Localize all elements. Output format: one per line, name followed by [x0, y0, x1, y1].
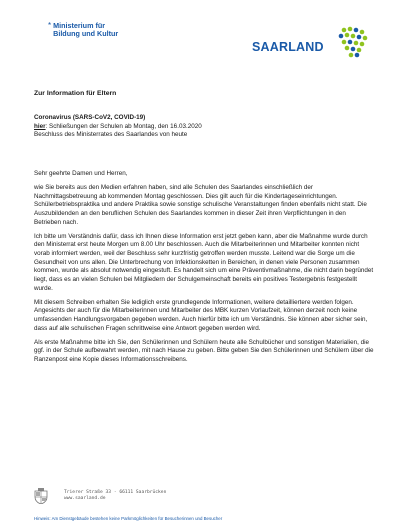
- website-line: www.saarland.de: [64, 496, 106, 502]
- address-line: Trierer Straße 33 · 66111 Saarbrücken: [64, 490, 167, 495]
- footer-note: Hinweis: Am Dienstgebäude bestehen keine Parkmöglichkeiten für Besucherinnen und Besucher: [34, 516, 223, 521]
- saarland-dots-icon: [336, 26, 370, 58]
- paragraph: Als erste Maßnahme bitte ich Sie, den Schülerinnen und Schülern heute alle Schulbücher und sonstigen Materialien, die ggf. in der Schule aufbewahrt werden, mit nach Hause zu geben. Bitte geben Sie den Schülerinnen und Schülern über die Ranzenpost eine Kopie dieses Informationsschreibens.: [34, 338, 374, 364]
- saarland-logo: [252, 26, 370, 58]
- subject-line2: [34, 123, 202, 132]
- ministry-mark-icon: *: [48, 21, 52, 30]
- subject-title: Coronavirus (SARS-CoV2, COVID-19): [34, 114, 146, 121]
- subject-line3: Beschluss des Ministerrates des Saarlandes von heute: [34, 131, 188, 139]
- coat-of-arms-icon: [34, 488, 48, 504]
- saarland-wordmark: SAARLAND: [252, 40, 324, 54]
- paragraph: Ich bitte um Verständnis dafür, dass ich Ihnen diese Information erst jetzt geben kann, aber die Maßnahme wurde durch den Ministerrat erst heute Morgen um 8.00 Uhr beschlossen. Auch die Mitarbeiterinnen und Mitarbeiter konnten nicht vorab informiert werden, weil der Beschluss sehr kurzfristig getroffen werden musste. Leitend war die Sorge um die Gesundheit von uns allen. Die Unterbrechung von Infektionsketten in Bereichen, in denen viele Personen zusammen kommen, wurde als absolut notwendig eingestuft. Es handelt sich um eine Präventivmaßnahme, die nicht darin begründet liegt, dass es an vielen Schulen bei Mitgliedern der Schulgemeinschaft bereits ein positives Testergebnis festgestellt wurde.: [34, 232, 374, 292]
- page-title: Zur Information für Eltern: [34, 90, 117, 97]
- ministry-logo: [48, 22, 118, 39]
- ministry-line1: Ministerium für: [53, 21, 106, 30]
- subject-block: [34, 114, 202, 140]
- subject-line2-text: : Schließungen der Schulen ab Montag, den 16.03.2020: [45, 122, 202, 130]
- footer-address: [64, 490, 166, 503]
- ministry-line2: Bildung und Kultur: [53, 29, 119, 39]
- letter-body: [34, 170, 374, 370]
- ministry-name: [53, 22, 118, 39]
- paragraph: Mit diesem Schreiben erhalten Sie lediglich erste grundlegende Informationen, weitere detailliertere werden folgen. Angesichts der auch für die Mitarbeiterinnen und Mitarbeiter des MBK kurzen Vorlaufzeit, können derzeit noch keine umfassenden Handlungsvorgaben gegeben werden. Auch hierfür bitte ich um Verständnis. Sie können aber sicher sein, dass auf alle schulischen Fragen schrittweise eine Antwort gegeben werden wird.: [34, 298, 368, 332]
- paragraph: wie Sie bereits aus den Medien erfahren haben, sind alle Schulen des Saarlandes einschließlich der Nachmittagsbetreuung ab kommenden Montag geschlossen. Dies gilt auch für die Kindertageseinrichtungen. Schülerbetriebspraktika und andere Praktika sowie sonstige schulische Veranstaltungen finden ebenfalls nicht statt. Die Auszubildenden an den beruflichen Schulen des Saarlandes kommen in dieser Zeit ihren Verpflichtungen in den Betrieben nach.: [34, 183, 367, 226]
- salutation: Sehr geehrte Damen und Herren,: [34, 170, 128, 177]
- hier-label: hier: [34, 122, 46, 130]
